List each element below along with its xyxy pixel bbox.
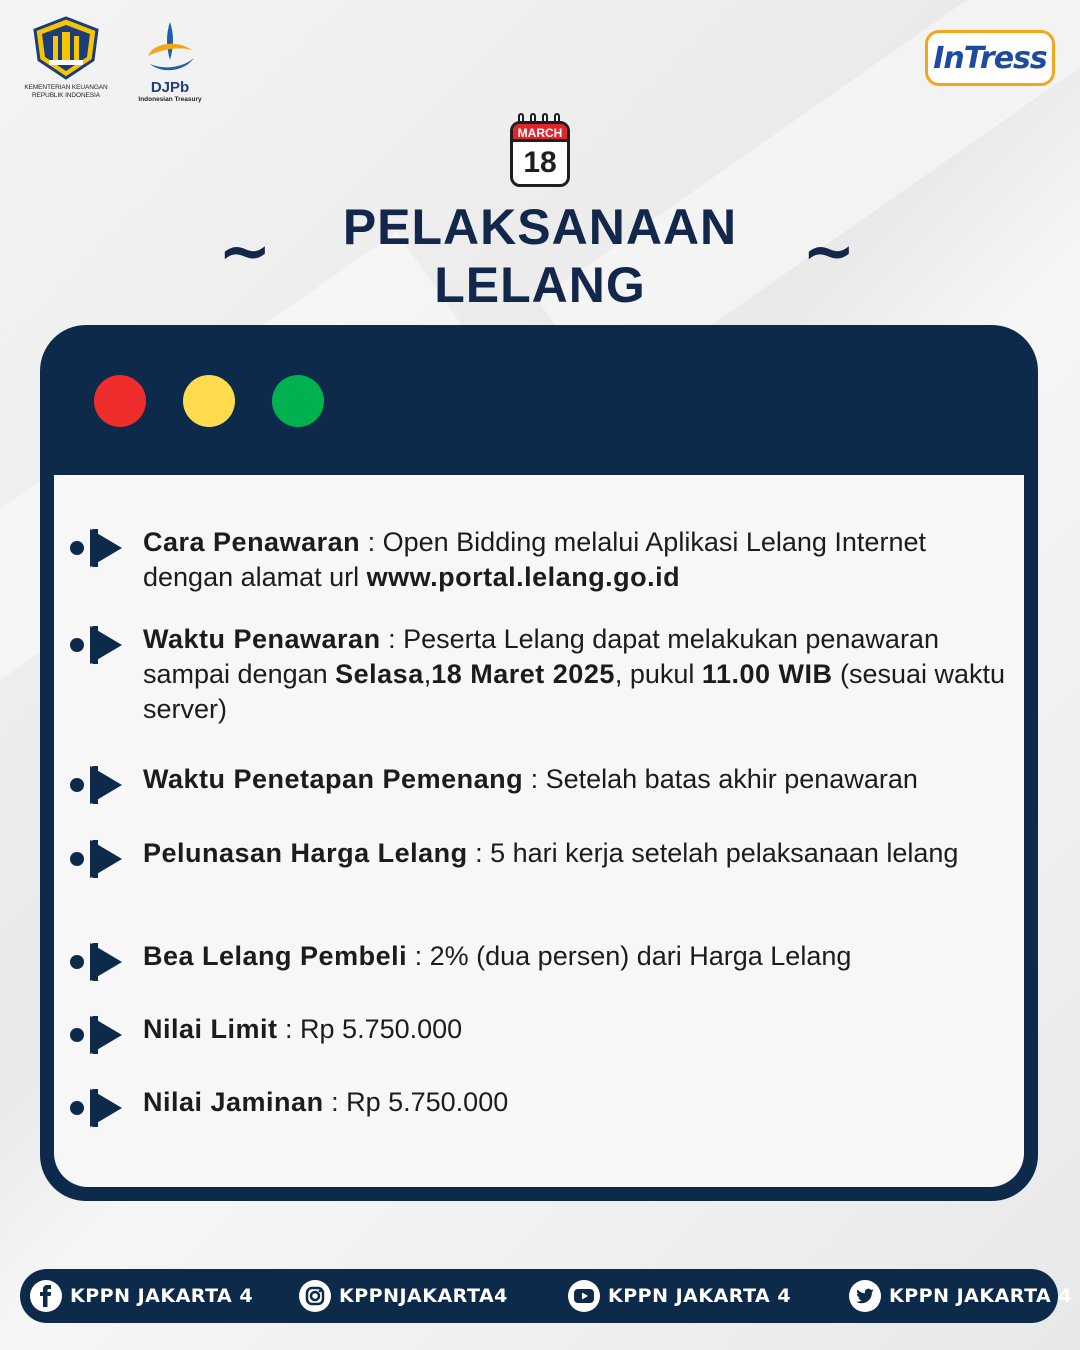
item-separator: : xyxy=(407,941,430,971)
djpb-logo xyxy=(130,20,210,104)
item-separator: : xyxy=(467,838,491,868)
facebook-label: KPPN JAKARTA 4 xyxy=(70,1285,254,1307)
item-value: Setelah batas akhir penawaran xyxy=(545,764,918,794)
item-value: Rp 5.750.000 xyxy=(300,1014,463,1044)
item-time: 11.00 WIB xyxy=(701,659,833,689)
kemenkeu-logo xyxy=(18,16,114,110)
youtube-label: KPPN JAKARTA 4 xyxy=(608,1285,792,1307)
item-label: Waktu Penawaran xyxy=(143,624,381,654)
page-title-line2: LELANG xyxy=(434,257,646,313)
item-label: Nilai Jaminan xyxy=(143,1087,324,1117)
list-item-text xyxy=(143,525,1023,595)
tilde-decoration-left: ~ xyxy=(218,215,272,289)
social-twitter[interactable] xyxy=(849,1269,1072,1323)
calendar-icon xyxy=(510,113,570,187)
portal-url: www.portal.lelang.go.id xyxy=(366,562,681,592)
djpb-title: DJPb xyxy=(150,79,190,96)
kemenkeu-caption-line2: REPUBLIK INDONESIA xyxy=(32,92,100,99)
item-label: Nilai Limit xyxy=(143,1014,278,1044)
calendar-month: MARCH xyxy=(513,124,567,142)
window-content xyxy=(54,475,1024,1187)
item-day: Selasa xyxy=(335,659,424,689)
instagram-icon xyxy=(299,1280,331,1312)
window-dot-green xyxy=(272,375,324,427)
item-label: Bea Lelang Pembeli xyxy=(143,941,408,971)
tilde-decoration-right: ~ xyxy=(802,215,856,289)
item-separator: : xyxy=(380,624,404,654)
intress-logo-text: InTress xyxy=(933,40,1047,76)
youtube-icon xyxy=(568,1280,600,1312)
list-item-text xyxy=(143,1085,1023,1120)
item-value: (sesuai waktu server) xyxy=(143,659,1006,724)
calendar-day: 18 xyxy=(523,146,557,179)
djpb-emblem-icon xyxy=(140,20,200,76)
bullet-arrow-icon xyxy=(70,766,126,806)
bullet-arrow-icon xyxy=(70,529,126,569)
kemenkeu-caption-line1: KEMENTERIAN KEUANGAN xyxy=(24,84,108,91)
calendar-body xyxy=(510,121,570,187)
list-item-text xyxy=(143,622,1028,727)
list-item-text xyxy=(143,939,1023,974)
item-separator: : xyxy=(360,527,383,557)
list-item-text xyxy=(143,1012,1023,1047)
item-label: Pelunasan Harga Lelang xyxy=(143,838,468,868)
kemenkeu-caption xyxy=(18,84,114,100)
social-youtube[interactable] xyxy=(568,1269,791,1323)
item-separator: : xyxy=(277,1014,301,1044)
item-value: , xyxy=(423,659,432,689)
item-separator: : xyxy=(323,1087,347,1117)
item-label: Waktu Penetapan Pemenang xyxy=(143,764,524,794)
item-value: Peserta Lelang dapat melakukan penawaran sampai dengan xyxy=(143,624,939,689)
item-separator: : xyxy=(523,764,546,794)
item-value: Open Bidding melalui Aplikasi Lelang Internet dengan alamat url xyxy=(143,527,926,592)
window-dot-yellow xyxy=(183,375,235,427)
item-value: Rp 5.750.000 xyxy=(346,1087,509,1117)
twitter-label: KPPN JAKARTA 4 xyxy=(889,1285,1073,1307)
info-window xyxy=(40,325,1038,1201)
item-date: 18 Maret 2025 xyxy=(431,659,615,689)
social-instagram[interactable] xyxy=(299,1269,508,1323)
item-label: Cara Penawaran xyxy=(143,527,361,557)
kemenkeu-shield-icon xyxy=(31,16,101,80)
bullet-arrow-icon xyxy=(70,840,126,880)
item-value: 2% (dua persen) dari Harga Lelang xyxy=(429,941,852,971)
list-item-text xyxy=(143,762,1023,797)
bullet-arrow-icon xyxy=(70,943,126,983)
page-title xyxy=(290,198,790,314)
bullet-arrow-icon xyxy=(70,1089,126,1129)
instagram-label: KPPNJAKARTA4 xyxy=(339,1285,508,1307)
intress-logo xyxy=(925,30,1055,86)
social-footer xyxy=(20,1269,1073,1323)
bullet-arrow-icon xyxy=(70,1016,126,1056)
page-title-line1: PELAKSANAAN xyxy=(342,199,738,255)
item-value: 5 hari kerja setelah pelaksanaan lelang xyxy=(490,838,959,868)
social-facebook[interactable] xyxy=(30,1269,253,1323)
twitter-icon xyxy=(849,1280,881,1312)
facebook-icon xyxy=(30,1280,62,1312)
list-item-text xyxy=(143,836,1023,871)
window-dot-red xyxy=(94,375,146,427)
bullet-arrow-icon xyxy=(70,626,126,666)
djpb-subtitle: Indonesian Treasury xyxy=(138,96,202,103)
item-value: , pukul xyxy=(614,659,702,689)
